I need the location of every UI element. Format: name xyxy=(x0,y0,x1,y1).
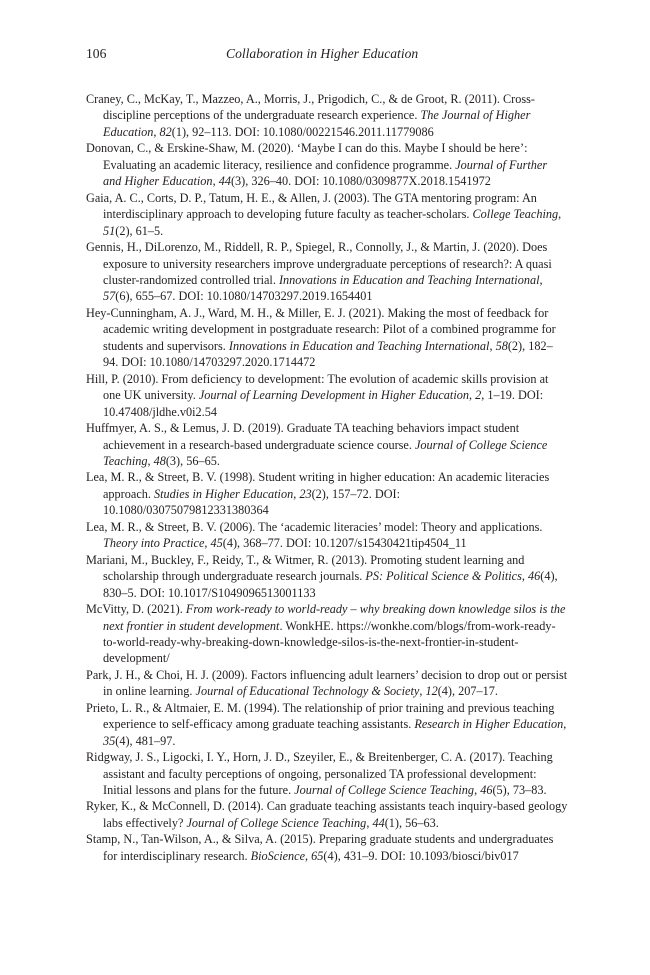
reference-segment: Lea, M. R., & Street, B. V. (2006). The ‘academic literacies’ model: Theory and applications. xyxy=(86,519,543,534)
reference-segment: Donovan, C., & Erskine-Shaw, M. (2020). ‘Maybe I can do this. Maybe I should be here’: Evaluating an academic literacy, resilience and confidence programme. xyxy=(86,141,528,172)
page-number: 106 xyxy=(86,46,107,61)
reference-segment: , xyxy=(539,272,543,287)
reference-segment: (1), 56–63. xyxy=(384,815,439,830)
reference-segment: Gennis, H., DiLorenzo, M., Riddell, R. P., Spiegel, R., Connolly, J., & Martin, J. (2020). Does exposure to university researchers improve undergraduate perceptions of research?: A quasi cluster-randomized controlled trial. xyxy=(86,240,552,287)
reference-segment: Prieto, L. R., & Altmaier, E. M. (1994). The relationship of prior training and previous teaching experience to self-efficacy among graduate teaching assistants. xyxy=(86,700,555,732)
reference-italic-segment: Journal of Educational Technology & Society xyxy=(195,684,420,699)
reference-segment: (4), 481–97. xyxy=(115,733,176,748)
reference-segment: , xyxy=(305,848,312,863)
reference-segment: Mariani, M., Buckley, F., Reidy, T., & Witmer, R. (2013). Promoting student learning and scholarship through undergraduate research journals. xyxy=(86,552,525,584)
reference-entry xyxy=(86,190,568,239)
reference-italic-segment: BioScience xyxy=(250,848,306,863)
reference-entry xyxy=(86,140,568,189)
reference-italic-segment: 35 xyxy=(103,733,116,748)
reference-italic-segment: College Teaching xyxy=(472,207,559,222)
reference-italic-segment: Journal of Learning Development in Higher Education xyxy=(198,388,469,403)
reference-italic-segment: 48 xyxy=(153,453,166,468)
reference-italic-segment: Innovations in Education and Teaching International xyxy=(278,272,540,287)
reference-entry xyxy=(86,91,568,140)
reference-entry xyxy=(86,519,568,552)
reference-segment: (1), 92–113. DOI: 10.1080/00221546.2011.11779086 xyxy=(171,124,434,139)
reference-segment: (2), 157–72. DOI: 10.1080/03075079812331380364 xyxy=(103,486,401,518)
reference-segment: , xyxy=(521,569,528,584)
reference-segment: , xyxy=(419,684,426,699)
reference-entry xyxy=(86,798,568,831)
reference-italic-segment: 65 xyxy=(311,848,324,863)
reference-italic-segment: Journal of College Science Teaching xyxy=(294,783,475,798)
reference-segment: , 1–19. DOI: 10.47408/jldhe.v0i2.54 xyxy=(103,388,544,419)
reference-segment: Craney, C., McKay, T., Mazzeo, A., Morris, J., Prigodich, C., & de Groot, R. (2011). Cross-discipline perceptions of the undergraduate research experience. xyxy=(86,92,535,123)
reference-italic-segment: 46 xyxy=(528,569,541,584)
reference-segment: McVitty, D. (2021). xyxy=(86,602,186,617)
reference-entry xyxy=(86,239,568,305)
reference-italic-segment: Innovations in Education and Teaching International xyxy=(228,338,490,353)
reference-segment: Hey-Cunningham, A. J., Ward, M. H., & Miller, E. J. (2021). Making the most of feedback for academic writing development in postgraduate research: Pilot of a combined programme for students and supervisors. xyxy=(86,305,556,353)
reference-segment: Gaia, A. C., Corts, D. P., Tatum, H. E., & Allen, J. (2003). The GTA mentoring program: An interdisciplinary approach to developing future faculty as teacher-scholars. xyxy=(86,190,537,222)
reference-italic-segment: Journal of Further and Higher Education xyxy=(103,157,548,189)
reference-segment: (3), 56–65. xyxy=(165,453,220,468)
reference-italic-segment: 23 xyxy=(299,486,312,501)
reference-segment: (3), 326–40. DOI: 10.1080/0309877X.2018.1541972 xyxy=(230,174,491,189)
reference-italic-segment: 45 xyxy=(210,536,223,551)
reference-italic-segment: Journal of College Science Teaching xyxy=(186,815,367,830)
reference-segment: , xyxy=(153,124,160,139)
reference-segment: , xyxy=(147,453,154,468)
reference-segment: , xyxy=(489,338,496,353)
reference-italic-segment: 46 xyxy=(480,783,493,798)
reference-entry xyxy=(86,420,568,469)
reference-entry xyxy=(86,749,568,798)
reference-segment: , xyxy=(474,783,481,798)
reference-entry xyxy=(86,601,568,667)
reference-italic-segment: Journal of College Science Teaching xyxy=(103,437,548,468)
reference-italic-segment: 58 xyxy=(495,338,508,353)
reference-segment: , xyxy=(558,207,562,222)
reference-entry xyxy=(86,305,568,371)
reference-segment: Park, J. H., & Choi, H. J. (2009). Factors influencing adult learners’ decision to drop out or persist in online learning. xyxy=(86,667,568,699)
reference-segment: Lea, M. R., & Street, B. V. (1998). Student writing in higher education: An academic literacies approach. xyxy=(86,470,550,501)
reference-segment: (5), 73–83. xyxy=(492,783,547,798)
reference-segment: (4), 830–5. DOI: 10.1017/S1049096513001133 xyxy=(103,569,558,600)
reference-segment: , xyxy=(366,815,373,830)
reference-italic-segment: From work-ready to world-ready – why breaking down knowledge silos is the next frontier in student development xyxy=(103,602,566,633)
reference-entry xyxy=(86,831,568,864)
reference-italic-segment: PS: Political Science & Politics xyxy=(365,569,522,584)
reference-segment: , xyxy=(204,536,211,551)
reference-entry xyxy=(86,552,568,601)
reference-segment: (2), 61–5. xyxy=(115,223,164,238)
reference-entry xyxy=(86,469,568,518)
reference-list xyxy=(86,91,568,864)
reference-italic-segment: 2 xyxy=(475,388,482,403)
reference-italic-segment: 82 xyxy=(159,124,172,139)
reference-italic-segment: Research in Higher Education xyxy=(414,717,564,732)
reference-segment: , xyxy=(212,174,219,189)
reference-segment: (6), 655–67. DOI: 10.1080/14703297.2019.1654401 xyxy=(115,289,373,304)
reference-italic-segment: 44 xyxy=(218,174,231,189)
reference-entry xyxy=(86,667,568,700)
reference-segment: (4), 368–77. DOI: 10.1207/s15430421tip4504_11 xyxy=(222,536,467,551)
reference-entry xyxy=(86,371,568,420)
reference-italic-segment: 57 xyxy=(103,289,116,304)
reference-segment: Ryker, K., & McConnell, D. (2014). Can graduate teaching assistants teach inquiry-based geology labs effectively? xyxy=(86,799,568,830)
reference-segment: Huffmyer, A. S., & Lemus, J. D. (2019). Graduate TA teaching behaviors impact student achievement in a research-based undergraduate science course. xyxy=(86,421,520,452)
reference-segment: , xyxy=(293,486,300,501)
reference-italic-segment: 12 xyxy=(425,684,438,699)
reference-segment: Hill, P. (2010). From deficiency to development: The evolution of academic skills provision at one UK university. xyxy=(86,371,549,403)
reference-segment: , xyxy=(468,388,476,403)
reference-italic-segment: Studies in Higher Education xyxy=(154,486,294,501)
reference-italic-segment: The Journal of Higher Education xyxy=(103,108,531,139)
reference-segment: (4), 431–9. DOI: 10.1093/biosci/biv017 xyxy=(323,848,519,863)
page-header xyxy=(86,46,564,64)
reference-italic-segment: 51 xyxy=(103,223,116,238)
reference-segment: . WonkHE. https://wonkhe.com/blogs/from-work-ready-to-world-ready-why-breaking-down-knowledge-silos-is-the-next-frontier-in-student-development/ xyxy=(103,618,556,666)
reference-italic-segment: 44 xyxy=(372,815,385,830)
reference-entry xyxy=(86,700,568,749)
reference-italic-segment: Theory into Practice xyxy=(103,536,205,551)
reference-segment: (4), 207–17. xyxy=(437,684,498,699)
reference-segment: , xyxy=(563,717,567,732)
reference-segment: Ridgway, J. S., Ligocki, I. Y., Horn, J. D., Szeyiler, E., & Breitenberger, C. A. (2017). Teaching assistant and faculty perceptions of ongoing, personalized TA professional development: Initial lessons and plans for the future. xyxy=(86,750,553,798)
reference-segment: Stamp, N., Tan-Wilson, A., & Silva, A. (2015). Preparing graduate students and undergraduates for interdisciplinary research. xyxy=(86,832,554,863)
running-title: Collaboration in Higher Education xyxy=(226,46,419,61)
reference-segment: (2), 182–94. DOI: 10.1080/14703297.2020.1714472 xyxy=(103,338,553,370)
